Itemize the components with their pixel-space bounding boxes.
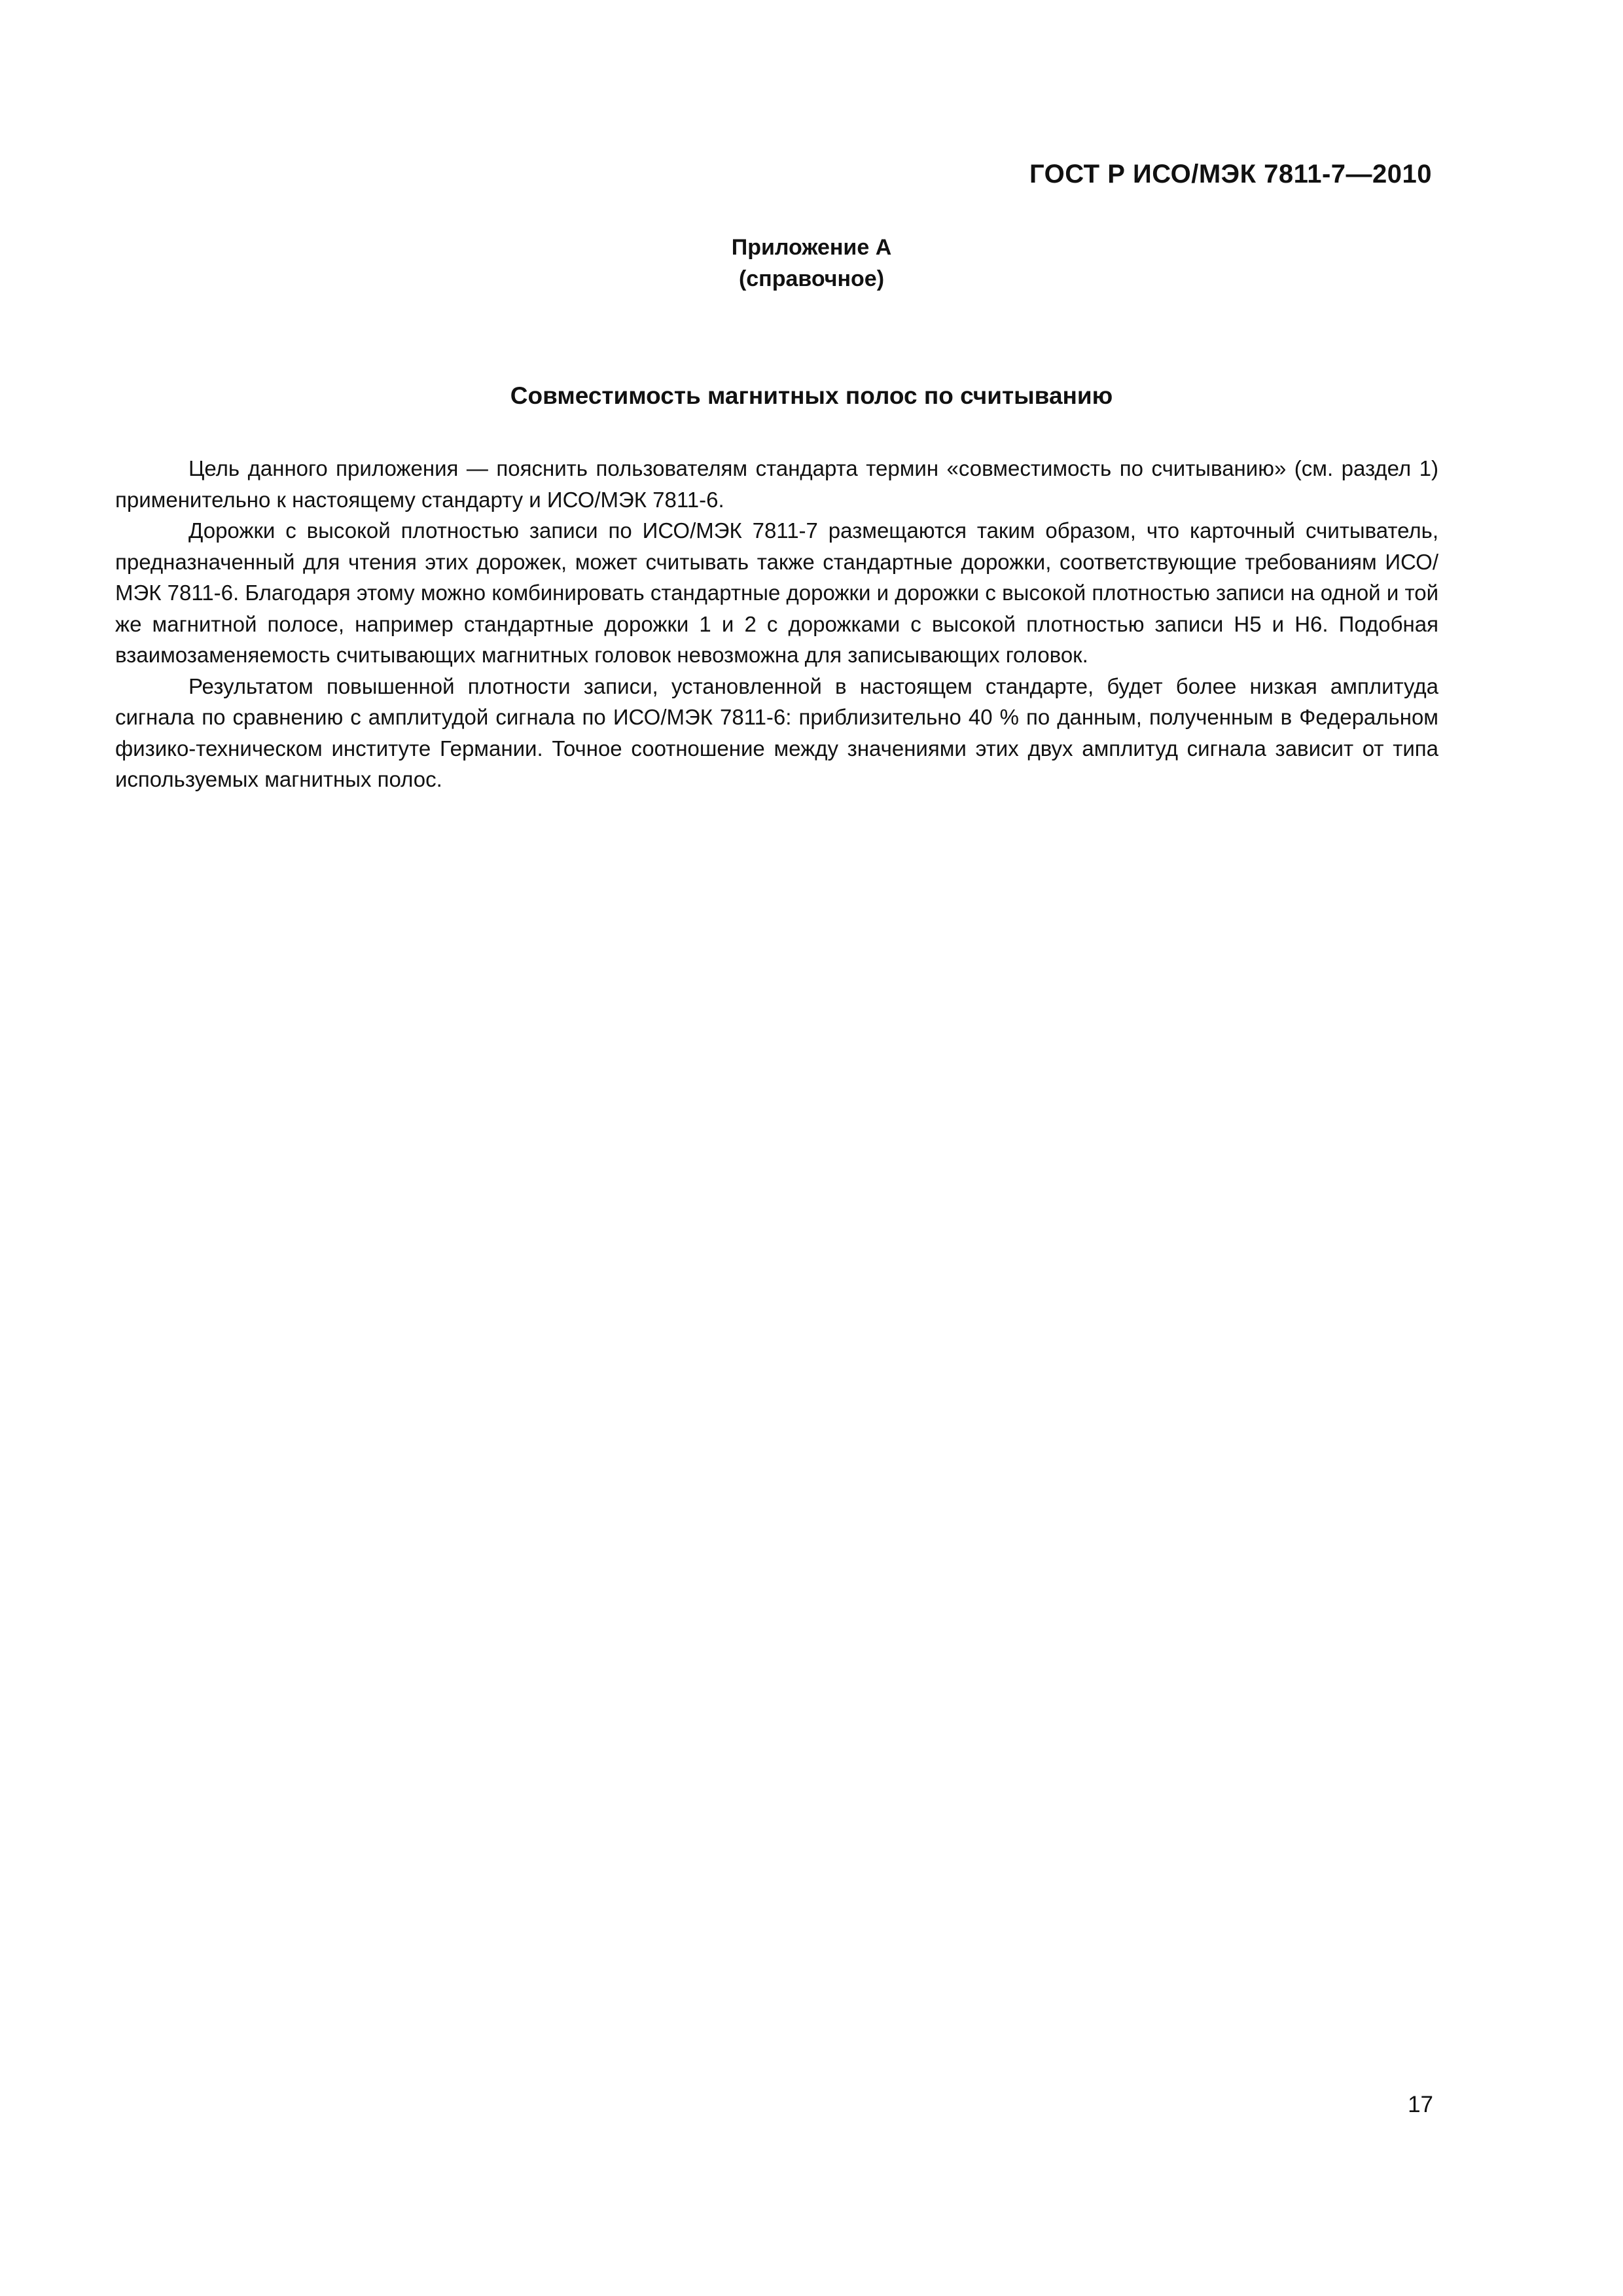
paragraph-2: Дорожки с высокой плотностью записи по ИСО/МЭК 7811-7 размещаются таким образом, что карточный считыватель, предназначенный для чтения этих дорожек, может считывать также стандартные дорожки, соответствующие требованиям ИСО/МЭК 7811-6. Благодаря этому можно комбинировать стандартные дорожки и дорожки с высокой плотностью записи на одной и той же магнитной полосе, например стандартные дорожки 1 и 2 с дорожками с высокой плотностью записи Н5 и Н6. Подобная взаимозаменяемость считывающих магнитных головок невозможна для записывающих головок. [115,518,1438,667]
appendix-title: Приложение А [731,235,892,260]
page-number: 17 [1408,2092,1433,2117]
appendix-kind: (справочное) [738,266,885,291]
appendix-heading [0,232,1623,295]
body-text [115,453,1438,795]
document-code: ГОСТ Р ИСО/МЭК 7811-7—2010 [1029,160,1432,188]
paragraph-1: Цель данного приложения — пояснить пользователям стандарта термин «совместимость по считыванию» (см. раздел 1) применительно к настоящему стандарту и ИСО/МЭК 7811-6. [115,456,1438,512]
paragraph-3: Результатом повышенной плотности записи, установленной в настоящем стандарте, будет более низкая амплитуда сигнала по сравнению с амплитудой сигнала по ИСО/МЭК 7811-6: приблизительно 40 % по данным, полученным в Федеральном физико-техническом институте Германии. Точное соотношение между значениями этих двух амплитуд сигнала зависит от типа используемых магнитных полос. [115,673,1438,791]
section-title: Совместимость магнитных полос по считыванию [510,382,1113,409]
